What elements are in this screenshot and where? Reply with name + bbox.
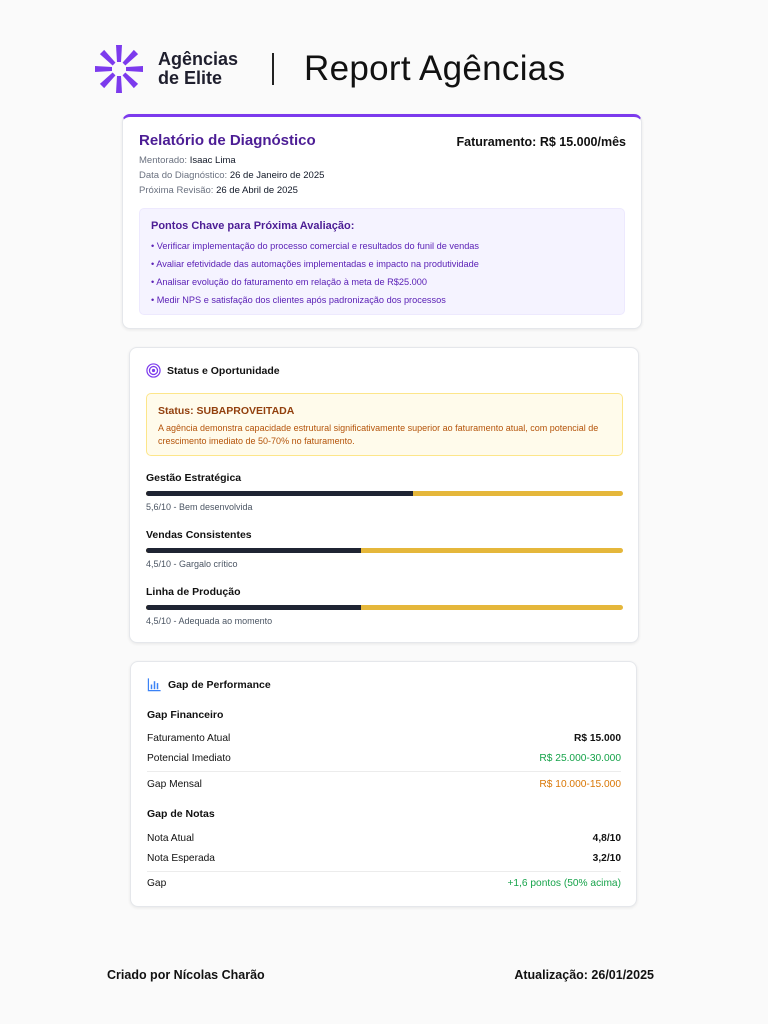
- status-description: A agência demonstra capacidade estrutural significativamente superior ao faturamento atual, com potencial de crescimento imediato de 50-70% no faturamento.: [158, 423, 599, 446]
- diagnostic-date-value: 26 de Janeiro de 2025: [229, 170, 325, 181]
- mentor-row: [139, 155, 236, 166]
- page-header: [94, 44, 565, 94]
- metric-note: 4,5/10 - Gargalo crítico: [146, 559, 238, 569]
- bar-chart-icon: [147, 677, 162, 692]
- target-icon: [146, 363, 161, 378]
- header-divider: [272, 53, 274, 85]
- mentor-value: Isaac Lima: [189, 155, 236, 166]
- metric-note: 4,5/10 - Adequada ao momento: [146, 616, 273, 626]
- current-grade-value: 4,8/10: [592, 833, 621, 844]
- logo-line-1: Agências: [158, 49, 239, 69]
- logo-text: [158, 50, 238, 88]
- performance-card: [130, 661, 637, 907]
- grade-gap-label: Gap: [147, 878, 167, 889]
- grade-gap-value: +1,6 pontos (50% acima): [507, 878, 621, 889]
- current-billing-label: Faturamento Atual: [147, 733, 231, 744]
- mentor-label: Mentorado:: [139, 155, 188, 166]
- status-section-title: Status e Oportunidade: [167, 364, 280, 377]
- potential-value: R$ 25.000-30.000: [539, 753, 621, 764]
- row-divider: [147, 771, 621, 772]
- footer-created-by: Criado por Nícolas Charão: [107, 968, 265, 982]
- metric-bar-fill: [146, 491, 413, 496]
- key-point-item: • Medir NPS e satisfação dos clientes após padronização dos processos: [151, 295, 446, 305]
- diagnostic-title: Relatório de Diagnóstico: [139, 132, 316, 149]
- monthly-gap-row: [147, 779, 621, 790]
- potential-row: [147, 753, 621, 764]
- logo-icon: [94, 44, 144, 94]
- current-grade-row: [147, 833, 621, 844]
- metric-name: Linha de Produção: [146, 586, 241, 598]
- metric-bar: [146, 491, 623, 496]
- status-box: [146, 393, 623, 456]
- footer-updated: Atualização: 26/01/2025: [514, 968, 654, 982]
- page-title: Report Agências: [304, 49, 566, 88]
- row-divider: [147, 871, 621, 872]
- grades-gap-title: Gap de Notas: [147, 808, 215, 820]
- logo-line-2: de Elite: [158, 68, 223, 88]
- metric-bar-fill: [146, 548, 361, 553]
- monthly-gap-value: R$ 10.000-15.000: [539, 779, 621, 790]
- expected-grade-row: [147, 853, 621, 864]
- grade-gap-row: [147, 878, 621, 889]
- metric-bar-fill: [146, 605, 361, 610]
- status-section-header: [146, 363, 280, 378]
- current-billing-value: R$ 15.000: [573, 733, 621, 744]
- key-point-item: • Avaliar efetividade das automações implementadas e impacto na produtividade: [151, 259, 479, 269]
- metric-bar: [146, 605, 623, 610]
- current-grade-label: Nota Atual: [147, 833, 195, 844]
- metric-bar: [146, 548, 623, 553]
- monthly-gap-label: Gap Mensal: [147, 779, 202, 790]
- diagnostic-date-row: [139, 170, 324, 181]
- potential-label: Potencial Imediato: [147, 753, 231, 764]
- key-points-title: Pontos Chave para Próxima Avaliação:: [151, 220, 355, 232]
- current-billing-row: [147, 733, 621, 744]
- metric-note: 5,6/10 - Bem desenvolvida: [146, 502, 253, 512]
- key-point-item: • Verificar implementação do processo comercial e resultados do funil de vendas: [151, 241, 480, 251]
- metric-name: Gestão Estratégica: [146, 472, 242, 484]
- status-card: [129, 347, 639, 643]
- expected-grade-value: 3,2/10: [592, 853, 621, 864]
- expected-grade-label: Nota Esperada: [147, 853, 215, 864]
- key-points-box: [139, 208, 625, 315]
- diagnostic-date-label: Data do Diagnóstico:: [139, 170, 228, 181]
- next-review-row: [139, 185, 298, 196]
- performance-section-header: [147, 677, 271, 692]
- performance-section-title: Gap de Performance: [168, 678, 271, 691]
- status-title: Status: SUBAPROVEITADA: [158, 405, 295, 417]
- billing-value: Faturamento: R$ 15.000/mês: [456, 135, 626, 149]
- metric-name: Vendas Consistentes: [146, 529, 252, 541]
- next-review-value: 26 de Abril de 2025: [216, 185, 298, 196]
- diagnostic-card: [122, 114, 642, 329]
- next-review-label: Próxima Revisão:: [139, 185, 214, 196]
- financial-gap-title: Gap Financeiro: [147, 709, 224, 721]
- key-point-item: • Analisar evolução do faturamento em relação à meta de R$25.000: [151, 277, 427, 287]
